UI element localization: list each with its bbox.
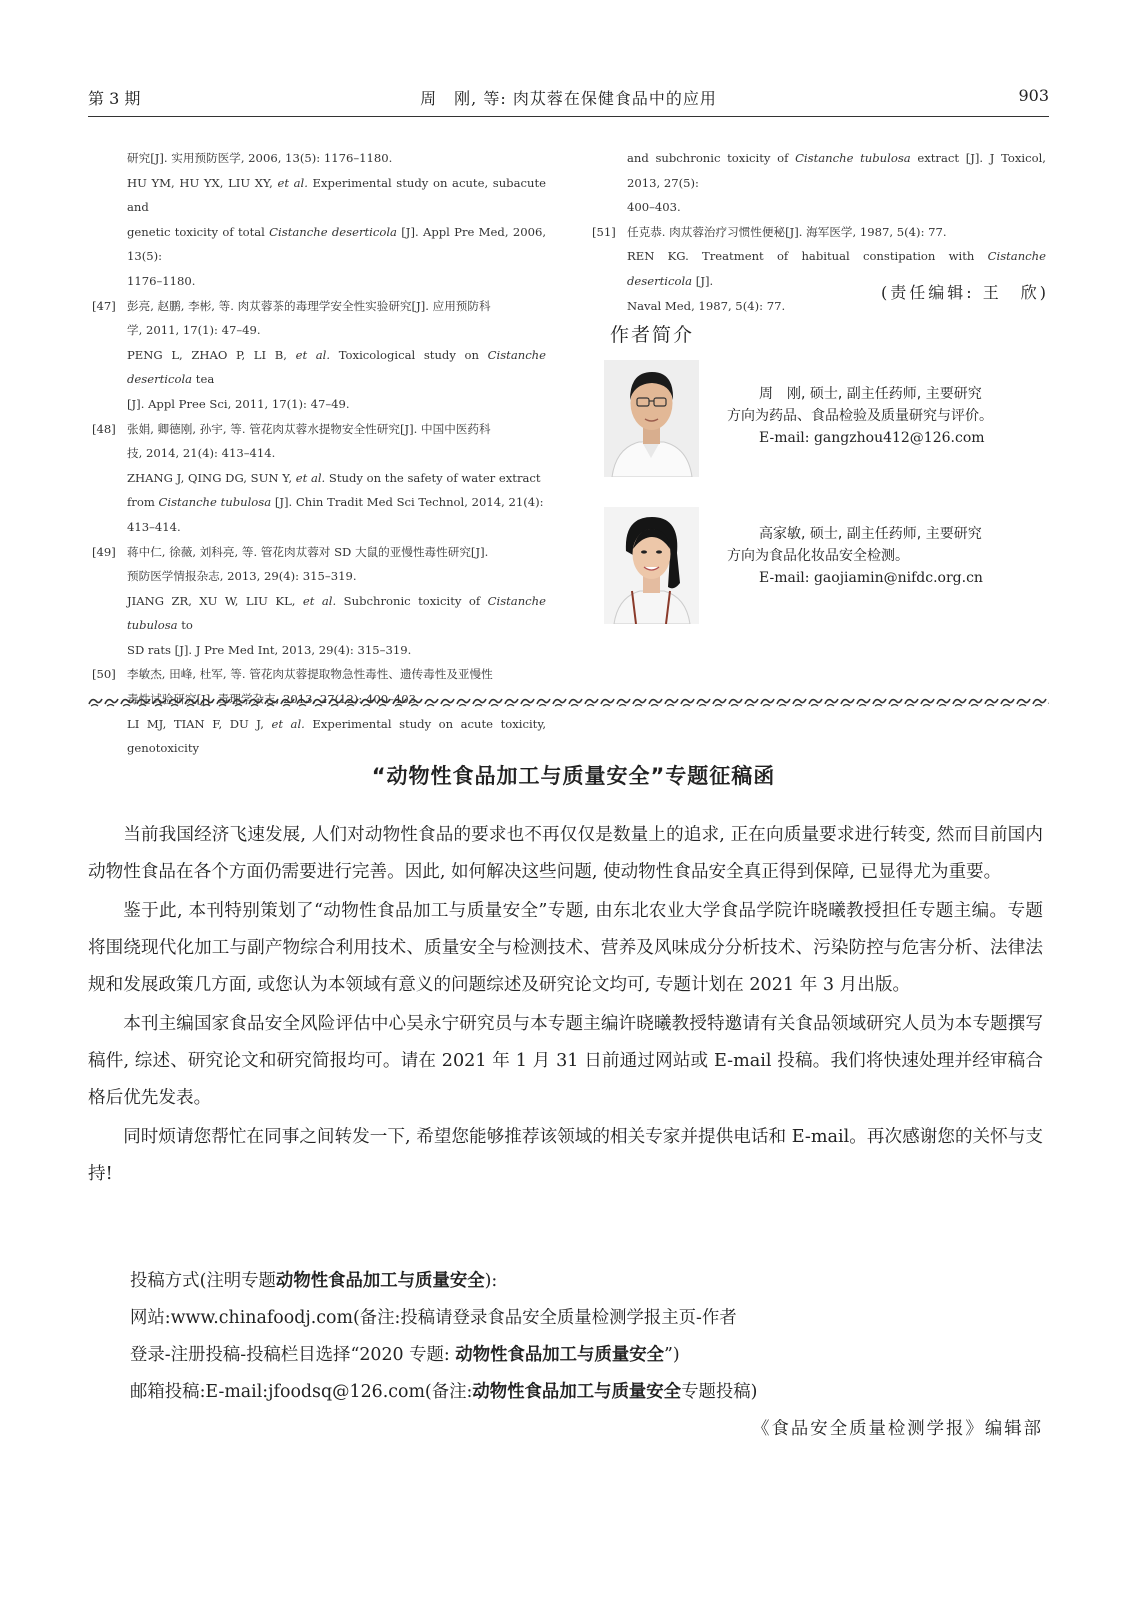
author-email: E-mail: gaojiamin@nifdc.org.cn [759,570,983,586]
reference-line: SD rats [J]. J Pre Med Int, 2013, 29(4): 315–319. [127,642,412,657]
reference-number: [49] [92,544,116,559]
email-topic: 动物性食品加工与质量安全 [472,1382,682,1402]
reference-number: [47] [92,298,116,313]
responsible-editor: (责任编辑: 王 欣) [881,283,1049,302]
reference-number: [50] [92,667,116,682]
reference-entry [92,417,546,540]
reference-line: 技, 2014, 21(4): 413–414. [127,446,276,461]
author-bio-zhou-gang [727,383,993,449]
reference-line: 400–403. [627,200,681,215]
reference-line: ZHANG J, QING DG, SUN Y, et al. Study on the safety of water extract [127,470,541,485]
reference-line: 预防医学情报杂志, 2013, 29(4): 315–319. [127,569,357,584]
reference-entry [92,294,546,417]
reference-entry [92,146,546,294]
bio-line: 方向为食品化妆品安全检测。 [727,548,909,564]
author-bio-gao-jiamin [727,523,983,589]
author-photo-zhou-gang [604,360,699,477]
email-suffix: 专题投稿) [681,1382,758,1402]
running-header [88,86,1049,116]
call-for-papers-body [88,817,1043,1439]
reference-line: 学, 2011, 17(1): 47–49. [127,323,261,338]
ornamental-divider [88,694,1049,708]
reference-line: PENG L, ZHAO P, LI B, et al. Toxicological study on Cistanche deserticola tea [127,347,547,387]
website-line-2 [130,1337,680,1374]
website-line-1: 网站:www.chinafoodj.com(备注:投稿请登录食品安全质量检测学报主页-作者 [130,1308,737,1328]
reference-line: genetic toxicity of total Cistanche deserticola [J]. Appl Pre Med, 2006, 13(5): [127,224,547,264]
reference-line: 彭亮, 赵鹏, 李彬, 等. 肉苁蓉茶的毒理学安全性实验研究[J]. 应用预防科 [127,298,491,313]
reference-line: 张娟, 卿德刚, 孙宇, 等. 管花肉苁蓉水提物安全性研究[J]. 中国中医药科 [127,421,491,436]
reference-entry [592,146,1046,220]
reference-line: 413–414. [127,519,181,534]
reference-line: 研究[J]. 实用预防医学, 2006, 13(5): 1176–1180. [127,151,393,165]
author-email: E-mail: gangzhou412@126.com [759,430,985,446]
references-left-column [92,146,546,761]
reference-entry [92,662,546,760]
reference-number: [48] [92,421,116,436]
submission-topic: 动物性食品加工与质量安全 [275,1271,485,1291]
reference-line: 任克恭. 肉苁蓉治疗习惯性便秘[J]. 海军医学, 1987, 5(4): 77. [627,224,947,239]
reference-line: and subchronic toxicity of Cistanche tubulosa extract [J]. J Toxicol, 2013, 27(5): [627,151,1046,190]
editorial-office-signoff: 《食品安全质量检测学报》编辑部 [752,1419,1043,1439]
reference-line: JIANG ZR, XU W, LIU KL, et al. Subchronic toxicity of Cistanche tubulosa to [127,593,546,633]
bio-line: 方向为药品、食品检验及质量研究与评价。 [727,408,993,424]
reference-line: REN KG. Treatment of habitual constipation with Cistanche deserticola [J]. [627,249,1046,288]
reference-line: HU YM, HU YX, LIU XY, et al. Experimental study on acute, subacute and [127,175,546,215]
running-title: 周 刚, 等: 肉苁蓉在保健食品中的应用 [420,89,717,108]
reference-line: 蒋中仁, 徐薇, 刘科亮, 等. 管花肉苁蓉对 SD 大鼠的亚慢性毒性研究[J]. [127,544,489,559]
email-submission [130,1374,757,1411]
reference-entry [592,220,1046,318]
cfp-paragraph: 本刊主编国家食品安全风险评估中心吴永宁研究员与本专题主编许晓曦教授特邀请有关食品领域研究人员为本专题撰写稿件, 综述、研究论文和研究简报均可。请在 2021 年 1 月 31 日前通过网站或 E-mail 投稿。我们将快速处理并经审稿合格后优先发表。 [88,1014,1043,1108]
call-for-papers-title: “动物性食品加工与质量安全”专题征稿函 [371,764,776,788]
reference-line: LI MJ, TIAN F, DU J, et al. Experimental study on acute toxicity, genotoxicity [127,716,547,756]
cfp-paragraph: 同时烦请您帮忙在同事之间转发一下, 希望您能够推荐该领域的相关专家并提供电话和 E-mail。再次感谢您的关怀与支持! [88,1127,1043,1184]
website-prefix: 登录-注册投稿-投稿栏目选择“2020 专题: [130,1345,456,1365]
page-number: 903 [1018,86,1049,105]
bio-line: 高家敏, 硕士, 副主任药师, 主要研究 [759,526,982,542]
cfp-paragraph: 当前我国经济飞速发展, 人们对动物性食品的要求也不再仅仅是数量上的追求, 正在向质量要求进行转变, 然而目前国内动物性食品在各个方面仍需要进行完善。因此, 如何解决这些问题, 使动物性食品安全真正得到保障, 已显得尤为重要。 [88,825,1043,882]
reference-line: 1176–1180. [127,273,196,288]
email-prefix: 邮箱投稿:E-mail:jfoodsq@126.com(备注: [130,1382,473,1402]
bio-line: 周 刚, 硕士, 副主任药师, 主要研究 [759,386,982,402]
cfp-paragraph: 鉴于此, 本刊特别策划了“动物性食品加工与质量安全”专题, 由东北农业大学食品学院许晓曦教授担任专题主编。专题将围绕现代化加工与副产物综合利用技术、质量安全与检测技术、营养及风味成分分析技术、污染防控与危害分析、法律法规和发展政策几方面, 或您认为本领域有意义的问题综述及研究论文均可, 专题计划在 2021 年 3 月出版。 [88,901,1043,995]
reference-line: Naval Med, 1987, 5(4): 77. [627,298,786,313]
author-photo-gao-jiamin [604,507,699,624]
reference-entry [92,540,546,663]
author-bio-heading: 作者简介 [610,324,695,346]
website-suffix: ”) [664,1345,680,1365]
submission-method [130,1263,497,1300]
reference-line: [J]. Appl Pree Sci, 2011, 17(1): 47–49. [127,396,350,411]
reference-number: [51] [592,224,616,239]
submission-prefix: 投稿方式(注明专题 [130,1271,276,1291]
website-topic: 动物性食品加工与质量安全 [455,1345,664,1365]
reference-line: 李敏杰, 田峰, 杜军, 等. 管花肉苁蓉提取物急性毒性、遗传毒性及亚慢性 [127,667,493,682]
issue-number: 第 3 期 [88,89,141,108]
reference-line: from Cistanche tubulosa [J]. Chin Tradit Med Sci Technol, 2014, 21(4): [127,495,544,510]
submission-suffix: ): [484,1271,498,1291]
header-rule [88,116,1049,117]
